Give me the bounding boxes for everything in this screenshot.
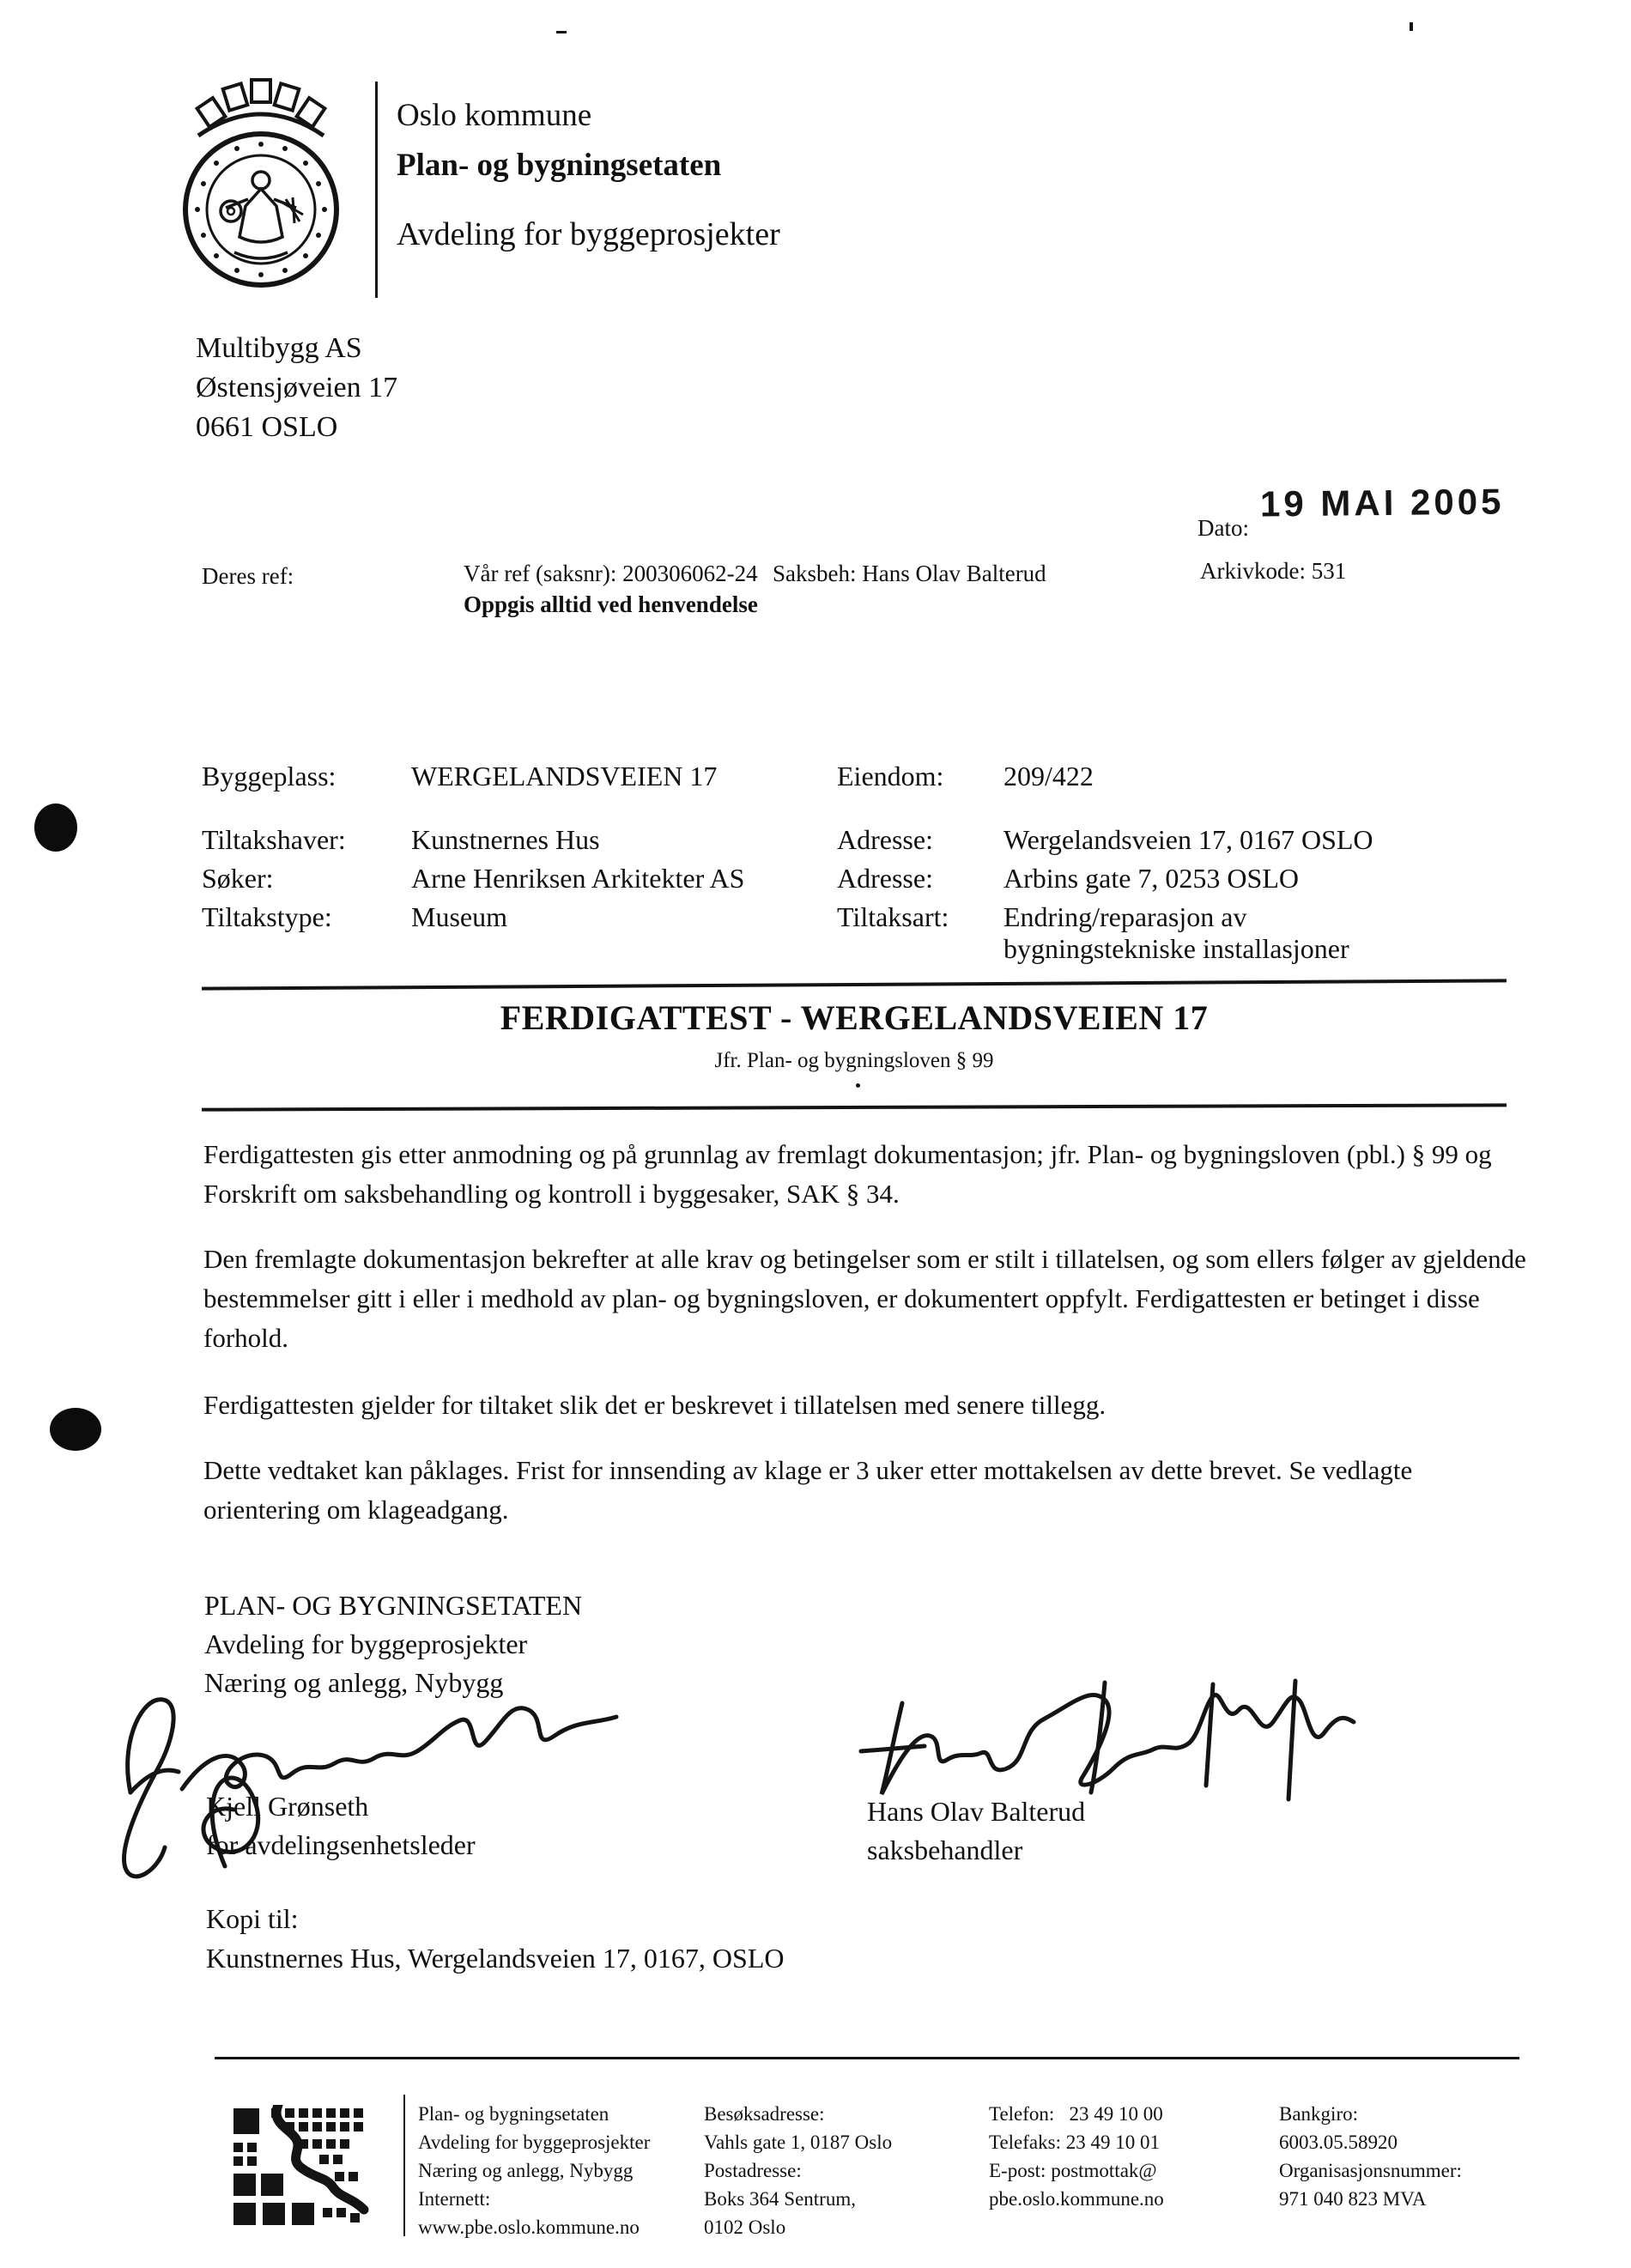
- recipient-address: [196, 329, 397, 447]
- detail-row: [837, 824, 1373, 856]
- footer-line: Besøksadresse:: [704, 2103, 825, 2125]
- footer-line: Internett:: [418, 2188, 491, 2210]
- detail-row: [837, 901, 1385, 965]
- copy-to-label: Kopi til:: [206, 1903, 299, 1934]
- signing-org-line: PLAN- OG BYGNINGSETATEN: [204, 1590, 583, 1621]
- department-name: Plan- og bygningsetaten: [397, 148, 722, 183]
- date-stamp: 19 MAI 2005: [1259, 481, 1505, 525]
- detail-value: Arne Henriksen Arkitekter AS: [411, 863, 745, 894]
- division-name: Avdeling for byggeprosjekter: [397, 216, 780, 252]
- detail-row: [202, 901, 507, 933]
- detail-label: Adresse:: [837, 863, 933, 894]
- footer-col-finance: [1279, 2100, 1462, 2213]
- hole-punch-mark: [50, 1408, 101, 1451]
- arkivkode: Arkivkode: 531: [1200, 558, 1347, 584]
- recipient-street: Østensjøveien 17: [196, 372, 398, 403]
- body-paragraph: Ferdigattesten gjelder for tiltaket slik det er beskrevet i tillatelsen med senere tillegg.: [203, 1390, 1107, 1420]
- signing-org-block: [204, 1586, 582, 1702]
- body-paragraph: Den fremlagte dokumentasjon bekrefter at alle krav og betingelser som er stilt i tillatelsen, og som ellers følger av gjeldende bestemmelser gitt i eller i medhold av plan- og bygningsloven, er dokumentert oppfylt. Ferdigattesten er betinget i disse forhold.: [203, 1244, 1526, 1353]
- body-paragraph: Dette vedtaket kan påklages. Frist for innsending av klage er 3 uker etter mottakelsen av dette brevet. Se vedlagte orientering om klageadgang.: [203, 1455, 1413, 1525]
- signing-org-line: Avdeling for byggeprosjekter: [204, 1628, 528, 1659]
- footer-col-org: [418, 2100, 650, 2241]
- footer-divider: [403, 2095, 405, 2236]
- copy-to-block: [206, 1899, 784, 1978]
- footer-fax: Telefaks: 23 49 10 01: [989, 2132, 1160, 2153]
- footer-bankgiro: 6003.05.58920: [1279, 2132, 1398, 2153]
- org-name: Oslo kommune: [397, 98, 592, 133]
- document-subtitle: Jfr. Plan- og bygningsloven § 99: [714, 1049, 994, 1072]
- footer-email-domain: pbe.oslo.kommune.no: [989, 2188, 1164, 2210]
- footer-website: www.pbe.oslo.kommune.no: [418, 2216, 640, 2238]
- detail-value: Endring/reparasjon av bygningstekniske installasjoner: [1003, 901, 1349, 964]
- signing-org-line: Næring og anlegg, Nybygg: [204, 1667, 504, 1698]
- var-ref-note: Oppgis alltid ved henvendelse: [464, 591, 758, 617]
- deres-ref-label: Deres ref:: [202, 563, 294, 589]
- signer-right-name: Hans Olav Balterud: [867, 1796, 1086, 1827]
- header-divider: [375, 82, 378, 298]
- detail-row: [837, 863, 1299, 894]
- copy-to-line: Kunstnernes Hus, Wergelandsveien 17, 0167, OSLO: [206, 1943, 785, 1974]
- footer-phone: Telefon: 23 49 10 00: [989, 2103, 1163, 2125]
- body-paragraph: Ferdigattesten gis etter anmodning og på grunnlag av fremlagt dokumentasjon; jfr. Plan- og bygningsloven (pbl.) § 99 og Forskrift om saksbehandling og kontroll i byggesaker, SAK § 34.: [203, 1139, 1492, 1209]
- title-block: [202, 998, 1507, 1073]
- footer-rule: [215, 2057, 1519, 2059]
- detail-row: [202, 761, 717, 792]
- footer-email: E-post: postmottak@: [989, 2160, 1157, 2181]
- scan-dot: [856, 1083, 860, 1088]
- detail-label: Søker:: [202, 863, 274, 894]
- footer-line: Avdeling for byggeprosjekter: [418, 2132, 651, 2153]
- var-ref: Vår ref (saksnr): 200306062-24: [464, 561, 758, 586]
- footer-line: Vahls gate 1, 0187 Oslo: [704, 2132, 893, 2153]
- footer-col-contact: [989, 2100, 1164, 2213]
- scan-speck: [556, 31, 567, 33]
- document-title: FERDIGATTEST - WERGELANDSVEIEN 17: [500, 998, 1209, 1037]
- footer-line: Bankgiro:: [1279, 2103, 1358, 2125]
- detail-value: WERGELANDSVEIEN 17: [411, 761, 718, 791]
- signer-right-role: saksbehandler: [867, 1834, 1023, 1865]
- detail-label: Tiltakshaver:: [202, 824, 346, 855]
- detail-label: Tiltakstype:: [202, 901, 332, 932]
- detail-value: Museum: [411, 901, 507, 932]
- detail-row: [837, 761, 1094, 792]
- scan-speck: [1410, 22, 1413, 31]
- hole-punch-mark: [34, 804, 77, 852]
- title-rule-bottom: [202, 1103, 1507, 1111]
- footer-line: Organisasjonsnummer:: [1279, 2160, 1462, 2181]
- title-rule-top: [202, 979, 1507, 990]
- detail-label: Byggeplass:: [202, 761, 337, 791]
- recipient-name: Multibygg AS: [196, 332, 362, 364]
- footer-line: Plan- og bygningsetaten: [418, 2103, 609, 2125]
- detail-label: Tiltaksart:: [837, 901, 949, 932]
- oslo-kommune-seal-icon: [183, 69, 339, 295]
- detail-value: Wergelandsveien 17, 0167 OSLO: [1003, 824, 1373, 855]
- footer-col-address: [704, 2100, 892, 2241]
- date-label: Dato:: [1197, 515, 1249, 541]
- detail-row: [202, 863, 744, 894]
- signer-left-name: Kjell Grønseth: [206, 1791, 369, 1822]
- detail-value: Kunstnernes Hus: [411, 824, 600, 855]
- footer-orgnr: 971 040 823 MVA: [1279, 2188, 1427, 2210]
- detail-label: Adresse:: [837, 824, 933, 855]
- footer-line: 0102 Oslo: [704, 2216, 786, 2238]
- recipient-city: 0661 OSLO: [196, 411, 338, 443]
- detail-value: 209/422: [1003, 761, 1094, 791]
- saksbehandler-ref: Saksbeh: Hans Olav Balterud: [773, 561, 1046, 586]
- detail-value: Arbins gate 7, 0253 OSLO: [1003, 863, 1299, 894]
- footer-line: Postadresse:: [704, 2160, 802, 2181]
- pbe-footer-logo-icon: [233, 2105, 375, 2235]
- detail-row: [202, 824, 600, 856]
- footer-line: Næring og anlegg, Nybygg: [418, 2160, 634, 2181]
- signer-left-role: for avdelingsenhetsleder: [206, 1829, 476, 1860]
- detail-label: Eiendom:: [837, 761, 944, 791]
- footer-line: Boks 364 Sentrum,: [704, 2188, 856, 2210]
- header-text: [397, 91, 780, 259]
